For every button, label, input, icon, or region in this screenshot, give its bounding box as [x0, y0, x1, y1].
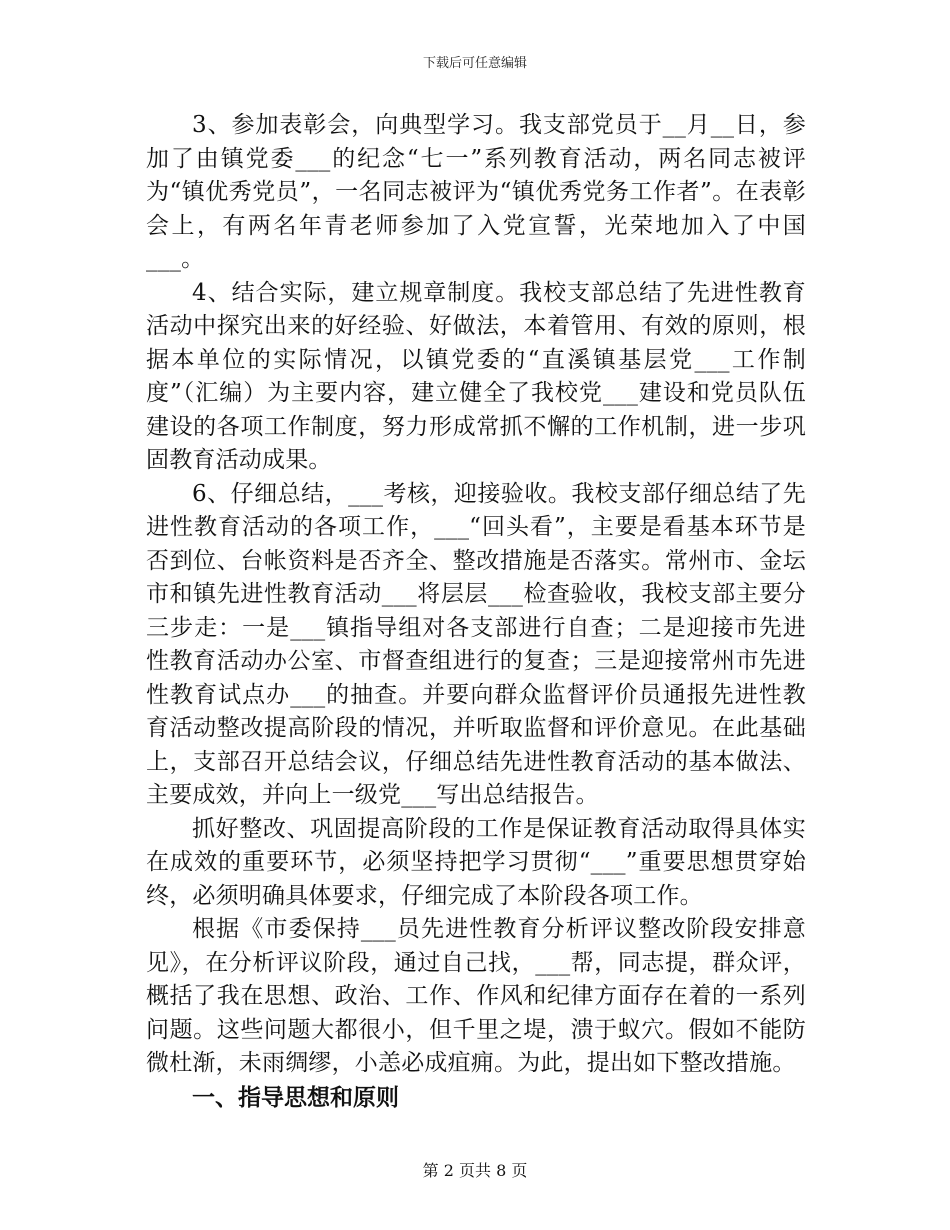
paragraph-item-4: 4、结合实际，建立规章制度。我校支部总结了先进性教育活动中探究出来的好经验、好做法，本着管用、有效的原则，根据本单位的实际情况，以镇党委的“直溪镇基层党___工作制度”（汇编）为主要内容，建立健全了我校党___建设和党员队伍建设的各项工作制度，努力形成常抓不懈的工作机制，进一步巩固教育活动成果。 [146, 279, 806, 473]
page-number: 第 2 页共 8 页 [422, 1161, 528, 1180]
document-body [146, 109, 806, 1114]
paragraph-item-6: 6、仔细总结，___考核，迎接验收。我校支部仔细总结了先进性教育活动的各项工作，___“回头看”，主要是看基本环节是否到位、台帐资料是否齐全、整改措施是否落实。常州市、金坛市和镇先进性教育活动___将层层___检查验收，我校支部主要分三步走：一是___镇指导组对各支部进行自查；二是迎接市先进性教育活动办公室、市督查组进行的复查；三是迎接常州市先进性教育试点办___的抽查。并要向群众监督评价员通报先进性教育活动整改提高阶段的情况，并听取监督和评价意见。在此基础上，支部召开总结会议，仔细总结先进性教育活动的基本做法、主要成效，并向上一级党___写出总结报告。 [146, 480, 806, 808]
paragraph-summary: 抓好整改、巩固提高阶段的工作是保证教育活动取得具体实在成效的重要环节，必须坚持把学习贯彻“___”重要思想贯穿始终，必须明确具体要求，仔细完成了本阶段各项工作。 [146, 815, 806, 909]
paragraph-basis: 根据《市委保持___员先进性教育分析评议整改阶段安排意见》，在分析评议阶段，通过自己找，___帮，同志提，群众评，概括了我在思想、政治、工作、作风和纪律方面存在着的一系列问题。这些问题大都很小，但千里之堤，溃于蚁穴。假如不能防微杜渐，未雨绸缪，小恙必成疽痈。为此，提出如下整改措施。 [146, 916, 806, 1076]
section-heading: 一、指导思想和原则 [192, 1083, 399, 1111]
page-header: 下载后可任意编辑 [422, 56, 527, 71]
paragraph-item-3: 3、参加表彰会，向典型学习。我支部党员于__月__日，参加了由镇党委___的纪念“七一”系列教育活动，两名同志被评为“镇优秀党员”，一名同志被评为“镇优秀党务工作者”。在表彰会上，有两名年青老师参加了入党宣誓，光荣地加入了中国___。 [146, 112, 806, 272]
